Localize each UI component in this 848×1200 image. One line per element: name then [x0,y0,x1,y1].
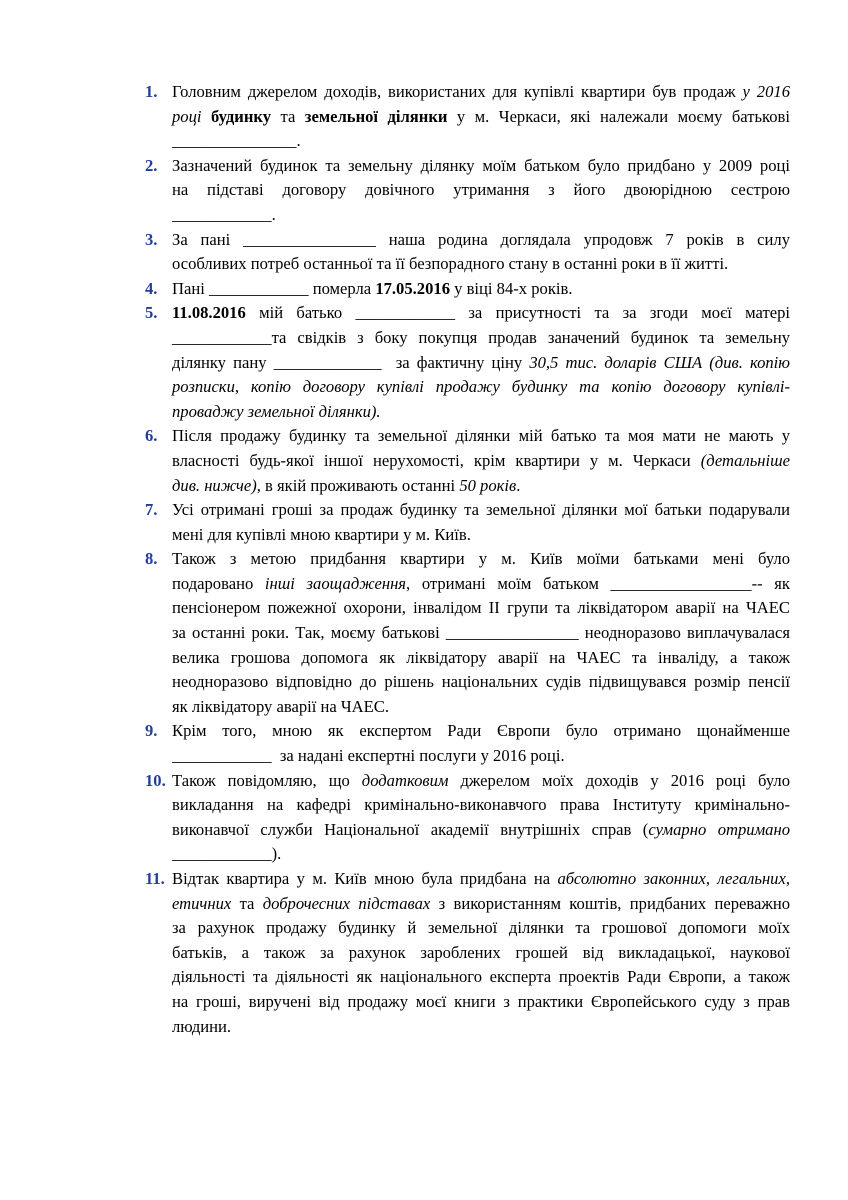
plain-text: Усі отримані гроші за продаж будинку та земельної ділянки мої батьки подарували [172,500,790,520]
italic-text: у 2016 [742,82,790,101]
item-number: 5. [145,303,158,323]
plain-text: ). [271,844,282,864]
item-text [172,498,790,547]
item-text [172,80,790,154]
plain-text: мені для купівлі мною квартири у м. Київ. [172,524,471,544]
italic-text: 50 років [459,475,517,495]
italic-text: проваджу земельної ділянки). [172,401,381,421]
list-item [145,498,790,547]
text-line [172,301,790,326]
plain-text: власності будь-якої іншої нерухомості, крім квартири у м. Черкаси [172,450,701,470]
item-text [172,228,790,277]
text-line [172,326,790,351]
item-text [172,867,790,1039]
text-line [172,252,790,277]
item-text [172,424,790,498]
text-line [172,105,790,130]
plain-text: на гроші, виручені від продажу моєї книги з практики Європейського суду з прав [172,991,790,1011]
plain-text: Головним джерелом доходів, використаних для купівлі квартири був продаж [172,82,743,101]
text-line [172,646,790,671]
text-line [172,596,790,621]
plain-text: як ліквідатору аварії на ЧАЕС. [172,696,389,716]
text-line [172,129,790,154]
plain-text: Пані ____________ померла [172,278,376,298]
text-line [172,474,790,499]
bold-text: будинку [210,106,272,126]
text-line [172,867,790,892]
plain-text: людини. [172,1016,232,1036]
text-line [172,351,790,376]
italic-text: етичних [172,893,232,913]
text-line [172,80,790,105]
italic-text: абсолютно законних, легальних, [557,869,790,888]
italic-text: сумарно отримано [648,819,790,839]
text-line [172,572,790,597]
text-line [172,818,790,843]
list-item [145,719,790,768]
text-line [172,547,790,572]
text-line [172,670,790,695]
text-line [172,228,790,253]
plain-text: Зазначений будинок та земельну ділянку моїм батьком було придбано у 2009 році [172,155,790,175]
plain-text: діяльності та діяльності як національного експерта проектів Ради Європи, а також [172,967,790,987]
list-item [145,769,790,867]
text-line [172,744,790,769]
plain-text: подаровано [172,573,265,593]
plain-text: Відтак квартира у м. Київ мною була придбана на [172,869,558,888]
bold-text: земельної ділянки [304,106,448,126]
plain-text: викладання на кафедрі кримінально-виконавчого права Інституту кримінально- [172,795,790,815]
text-line [172,400,790,425]
item-text [172,547,790,719]
plain-text: виконавчої служби Національної академії внутрішніх справ ( [172,819,649,839]
plain-text: у м. Черкаси, які належали моєму батькові [447,106,790,126]
plain-text [202,107,211,126]
plain-text: у віці 84-х років. [449,278,573,298]
plain-text: на підставі договору довічного утримання з його двоюрідною сестрою [172,180,790,200]
item-number: 8. [145,549,158,569]
list-item [145,867,790,1039]
plain-text: за останні роки. Так, моєму батькові ________________ неодноразово виплачувалася [172,623,790,643]
text-line [172,892,790,917]
text-line [172,842,790,867]
text-line [172,1015,790,1040]
plain-text: джерелом моїх доходів у 2016 році було [448,770,790,790]
italic-text: (детальніше [700,450,790,470]
item-text [172,719,790,768]
item-number: 11. [145,869,165,888]
italic-text: 30,5 тис. доларів США (див. копію [529,352,790,372]
plain-text: Після продажу будинку та земельної ділянки мій батько та моя мати не мають у [172,426,790,446]
list-item [145,277,790,302]
item-number: 1. [145,82,158,101]
list-item [145,547,790,719]
item-text [172,769,790,867]
plain-text: мій батько ____________ за присутності та за згоди моєї матері [245,303,790,323]
text-line [172,449,790,474]
plain-text: ____________та свідків з боку покупця продав заначений будинок та земельну [172,327,790,347]
plain-text: ____________ за надані експертні послуги у 2016 році. [172,746,565,766]
text-line [172,990,790,1015]
plain-text: батьків, а також за рахунок зароблених грошей від викладацької, наукової [172,942,790,962]
plain-text: Також з метою придбання квартири у м. Київ моїми батьками мені було [172,549,790,569]
plain-text: ____________. [172,204,276,224]
plain-text: _______________. [172,131,301,151]
text-line [172,498,790,523]
plain-text: , отримані моїм батьком _________________-- як [406,573,790,593]
text-line [172,203,790,228]
text-line [172,719,790,744]
text-line [172,621,790,646]
text-line [172,916,790,941]
italic-text: додатковим [361,770,449,790]
plain-text: неодноразово відповідно до рішень національних судів підвищувався розмір пенсії [172,672,790,692]
item-number: 2. [145,155,158,175]
plain-text: За пані ________________ наша родина доглядала упродовж 7 років в силу [172,229,790,249]
italic-text: ____________ [172,844,272,864]
plain-text: велика грошова допомога як ліквідатору аварії на ЧАЕС та інваліду, а також [172,647,790,667]
item-number: 7. [145,500,158,520]
text-line [172,965,790,990]
numbered-list [145,80,790,1039]
list-item [145,154,790,228]
text-line [172,277,790,302]
italic-text: інші заощадження [264,573,407,593]
italic-text: році [172,106,202,126]
plain-text: та [271,106,305,126]
text-line [172,375,790,400]
plain-text: ділянку пану _____________ за фактичну ціну [172,352,530,372]
item-number: 9. [145,721,158,741]
italic-text: доброчесних підставах [262,893,431,913]
plain-text: пенсіонером пожежної охорони, інвалідом ІІ групи та ліквідатором аварії на ЧАЕС [172,598,790,618]
italic-text: розписки, копію договору купівлі продажу будинку та копію договору купівлі- [172,377,790,397]
plain-text: та [231,893,263,913]
plain-text: з використанням коштів, придбаних переважно [430,893,790,913]
text-line [172,695,790,720]
italic-text: див. нижче) [172,475,257,495]
item-text [172,301,790,424]
plain-text: за рахунок продажу будинку й земельної ділянки та грошової допомоги моїх [172,918,790,938]
list-item [145,80,790,154]
plain-text: . [516,475,521,495]
plain-text: , в якій проживають останні [256,475,460,495]
text-line [172,941,790,966]
item-number: 4. [145,278,158,298]
item-number: 3. [145,229,158,249]
bold-text: 11.08.2016 [172,303,246,323]
text-line [172,523,790,548]
item-number: 10. [145,770,166,790]
list-item [145,228,790,277]
item-text [172,154,790,228]
list-item [145,301,790,424]
text-line [172,793,790,818]
text-line [172,424,790,449]
text-line [172,178,790,203]
list-item [145,424,790,498]
item-text [172,277,790,302]
plain-text: Крім того, мною як експертом Ради Європи було отримано щонайменше [172,721,790,741]
bold-text: 17.05.2016 [375,278,450,298]
plain-text: Також повідомляю, що [172,770,362,790]
text-line [172,154,790,179]
plain-text: особливих потреб останньої та її безпорадного стану в останні роки в її житті. [172,254,729,274]
text-line [172,769,790,794]
item-number: 6. [145,426,158,446]
